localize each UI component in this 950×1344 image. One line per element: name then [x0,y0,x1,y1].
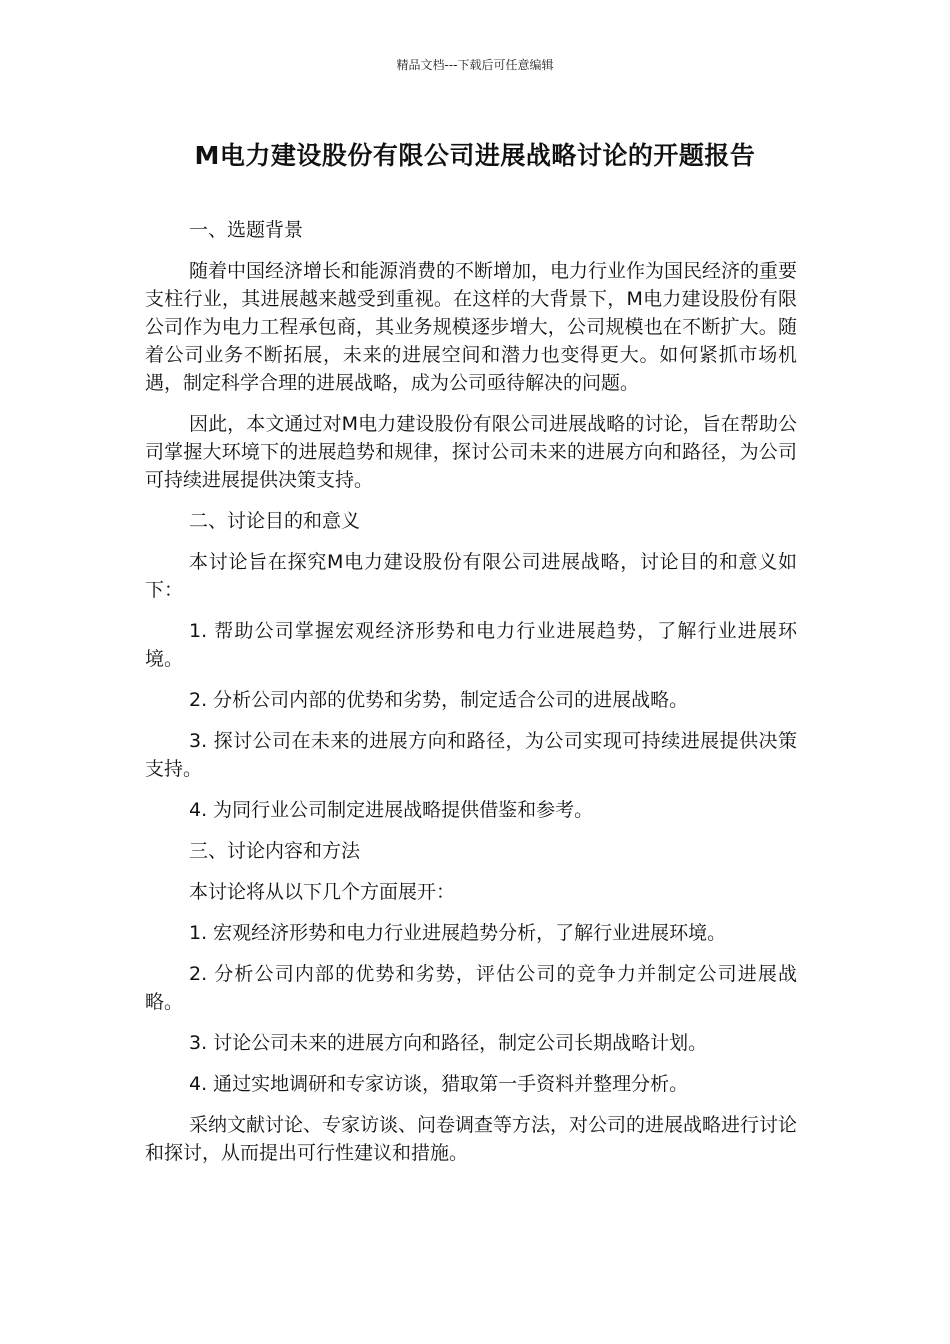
list-item-purpose-3: 3. 探讨公司在未来的进展方向和路径，为公司实现可持续进展提供决策支持。 [145,730,797,780]
paragraph-background: 随着中国经济增长和能源消费的不断增加，电力行业作为国民经济的重要支柱行业，其进展越来越受到重视。在这样的大背景下，M电力建设股份有限公司作为电力工程承包商，其业务规模逐步增大，公司规模也在不断扩大。随着公司业务不断拓展，未来的进展空间和潜力也变得更大。如何紧抓市场机遇，制定科学合理的进展战略，成为公司亟待解决的问题。 [145,260,798,394]
paragraph-content-lead: 本讨论将从以下几个方面展开： [189,881,456,903]
paragraph-methods: 采纳文献讨论、专家访谈、问卷调查等方法，对公司的进展战略进行讨论和探讨，从而提出可行性建议和措施。 [145,1114,798,1164]
list-item-purpose-4: 4. 为同行业公司制定进展战略提供借鉴和参考。 [189,799,594,821]
document-body [145,216,797,1180]
paragraph-purpose-intro: 因此，本文通过对M电力建设股份有限公司进展战略的讨论，旨在帮助公司掌握大环境下的进展趋势和规律，探讨公司未来的进展方向和路径，为公司可持续进展提供决策支持。 [145,413,797,491]
document-title: M电力建设股份有限公司进展战略讨论的开题报告 [194,141,756,170]
list-item-content-2: 2. 分析公司内部的优势和劣势，评估公司的竞争力并制定公司进展战略。 [145,963,797,1013]
page-header: 精品文档---下载后可任意编辑 [396,58,554,72]
paragraph-purpose-lead: 本讨论旨在探究M电力建设股份有限公司进展战略，讨论目的和意义如下： [145,551,797,601]
section-heading-content: 三、讨论内容和方法 [189,840,361,862]
list-item-content-1: 1. 宏观经济形势和电力行业进展趋势分析，了解行业进展环境。 [189,922,727,944]
section-heading-purpose: 二、讨论目的和意义 [189,510,361,532]
list-item-content-3: 3. 讨论公司未来的进展方向和路径，制定公司长期战略计划。 [189,1032,708,1054]
section-heading-background: 一、选题背景 [189,219,304,241]
list-item-purpose-1: 1. 帮助公司掌握宏观经济形势和电力行业进展趋势，了解行业进展环境。 [145,620,797,670]
list-item-purpose-2: 2. 分析公司内部的优势和劣势，制定适合公司的进展战略。 [189,689,689,711]
list-item-content-4: 4. 通过实地调研和专家访谈，猎取第一手资料并整理分析。 [189,1073,689,1095]
